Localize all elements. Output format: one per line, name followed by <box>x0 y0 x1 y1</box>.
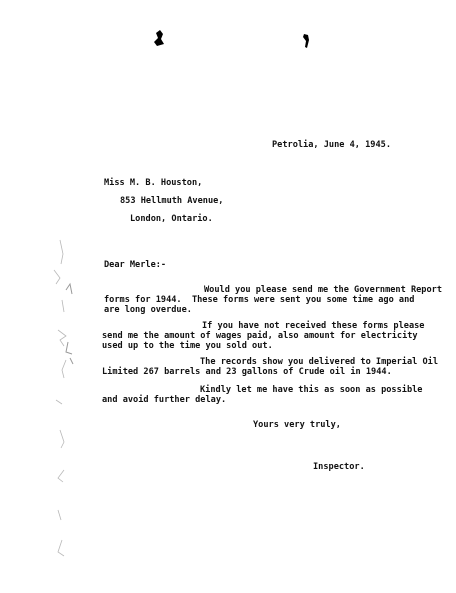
recipient-city: London, Ontario. <box>130 214 213 224</box>
paragraph-1-line-1: Would you please send me the Government Report <box>204 285 442 295</box>
paragraph-1-line-2: forms for 1944. These forms were sent you some time ago and <box>104 295 415 305</box>
paragraph-2-line-2: send me the amount of wages paid, also amount for electricity <box>102 331 418 341</box>
recipient-name: Miss M. B. Houston, <box>104 178 203 188</box>
paragraph-3-line-1: The records show you delivered to Imperial Oil <box>200 357 438 367</box>
recipient-street: 853 Hellmuth Avenue, <box>120 196 224 206</box>
paragraph-4-line-2: and avoid further delay. <box>102 395 227 405</box>
signature-title: Inspector. <box>313 462 365 472</box>
paragraph-2-line-1: If you have not received these forms please <box>202 321 425 331</box>
scan-mark-right <box>303 34 309 48</box>
date-line: Petrolia, June 4, 1945. <box>272 140 391 150</box>
paragraph-3-line-2: Limited 267 barrels and 23 gallons of Crude oil in 1944. <box>102 367 392 377</box>
scan-mark-left <box>154 30 164 46</box>
paragraph-1-line-3: are long overdue. <box>104 305 192 315</box>
salutation: Dear Merle:- <box>104 260 167 270</box>
margin-bleed-through <box>40 230 86 570</box>
paragraph-2-line-3: used up to the time you sold out. <box>102 341 273 351</box>
closing: Yours very truly, <box>253 420 341 430</box>
paragraph-4-line-1: Kindly let me have this as soon as possible <box>200 385 423 395</box>
